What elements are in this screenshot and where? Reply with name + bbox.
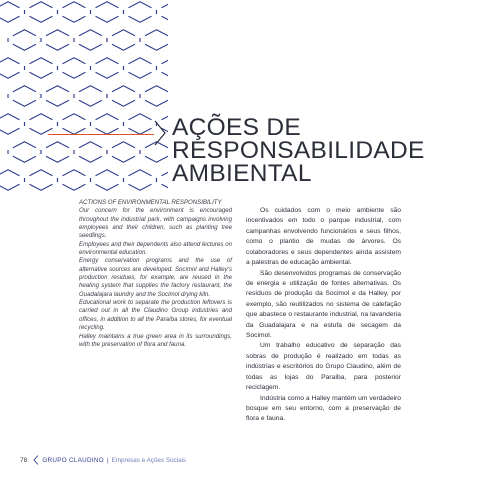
chevron-left-icon xyxy=(33,455,39,465)
pattern-cell xyxy=(8,30,41,50)
pattern-cell xyxy=(0,170,25,190)
pattern-cell xyxy=(25,170,58,190)
pattern-cell xyxy=(0,114,25,134)
pattern-cell xyxy=(8,142,41,162)
pattern-cell xyxy=(91,114,124,134)
portuguese-column xyxy=(246,206,401,425)
english-heading: ACTIONS OF ENVIRONMENTAL RESPONSIBILITY xyxy=(79,199,222,206)
portuguese-paragraph: Os cuidados com o meio ambiente são incentivados em todo o parque industrial, com campanhas envolvendo funcionários e seus filhos, como o plantio de mudas de árvores. Os colaboradores e seus dependentes ainda assistem a palestras de educação ambiental. xyxy=(246,207,401,267)
pattern-cell xyxy=(124,170,157,190)
pattern-cell xyxy=(124,2,157,22)
pattern-cell xyxy=(91,2,124,22)
pattern-cell xyxy=(74,86,107,106)
footer-separator: | xyxy=(106,456,109,464)
portuguese-paragraph: Indústria como a Halley mantém um verdadeiro bosque em seu entorno, com a preservação de flora e fauna. xyxy=(246,394,401,423)
pattern-cell xyxy=(140,86,168,106)
title-line: RESPONSABILIDADE xyxy=(172,137,425,164)
pattern-cell xyxy=(124,114,157,134)
page-number: 78 xyxy=(20,456,28,464)
pattern-cell xyxy=(0,58,25,78)
title-line: AMBIENTAL xyxy=(172,160,312,187)
pattern-cell xyxy=(91,58,124,78)
footer-brand: GRUPO CLAUDINO xyxy=(42,456,104,464)
pattern-cell xyxy=(157,170,169,190)
pattern-cell xyxy=(0,2,25,22)
pattern-cell xyxy=(41,142,74,162)
page-title xyxy=(172,116,425,185)
english-paragraph: Educational work to separate the production leftovers is carried out in all the Claudino Group industries and offices, in addition to all the Paraíba stores, for eventual recycling. xyxy=(79,299,232,332)
title-line: AÇÕES DE xyxy=(172,114,302,141)
chevron-right-icon xyxy=(153,120,167,146)
english-column xyxy=(79,199,232,349)
accent-rule xyxy=(48,134,154,135)
pattern-cell xyxy=(58,170,91,190)
pattern-cell xyxy=(58,114,91,134)
pattern-cell xyxy=(25,58,58,78)
pattern-cell xyxy=(157,58,169,78)
geometric-pattern xyxy=(0,0,168,196)
pattern-cell xyxy=(124,58,157,78)
pattern-cell xyxy=(8,86,41,106)
page-footer xyxy=(20,454,186,466)
portuguese-paragraph: Um trabalho educativo de separação das sobras de produção é realizado em todas as indústrias e escritórios do Grupo Claudino, além de todas as lojas do Paraíba, para posterior reciclagem. xyxy=(246,342,401,392)
pattern-cell xyxy=(107,30,140,50)
portuguese-paragraph: São desenvolvidos programas de conservação de energia e utilização de fontes alternativas. Os resíduos de produção da Socimol e da Halley, por exemplo, são reutilizados no sistema de calefação que abastece o restaurante industrial, na lavanderia da Guadalajara e na estufa de secagem da Socimol. xyxy=(246,269,401,340)
pattern-cell xyxy=(157,2,169,22)
pattern-cell xyxy=(58,58,91,78)
pattern-cell xyxy=(58,2,91,22)
english-paragraph: Our concern for the environment is encouraged throughout the industrial park, with campaigns involving employees and their children, such as planting tree seedlings. xyxy=(79,207,232,240)
pattern-cell xyxy=(41,86,74,106)
pattern-cell xyxy=(25,2,58,22)
english-paragraph: Halley maintains a true green area in its surroundings, with the preservation of flora and fauna. xyxy=(79,332,232,348)
pattern-cell xyxy=(74,142,107,162)
pattern-cell xyxy=(41,30,74,50)
pattern-cell xyxy=(25,114,58,134)
pattern-cell xyxy=(74,30,107,50)
footer-section: Empresas e Ações Sociais xyxy=(111,456,187,464)
pattern-cell xyxy=(91,170,124,190)
pattern-cell xyxy=(107,86,140,106)
english-paragraph: Employees and their dependents also attend lectures on environmental education. xyxy=(79,240,232,257)
pattern-cell xyxy=(140,30,168,50)
english-paragraph: Energy conservation programs and the use of alternative sources are developed. Socimol and Halley’s production residues, for example, are reused in the heating system that supplies the factory restaurant, the Guadalajara laundry and the Socimol drying kiln. xyxy=(79,257,232,298)
pattern-cell xyxy=(107,142,140,162)
